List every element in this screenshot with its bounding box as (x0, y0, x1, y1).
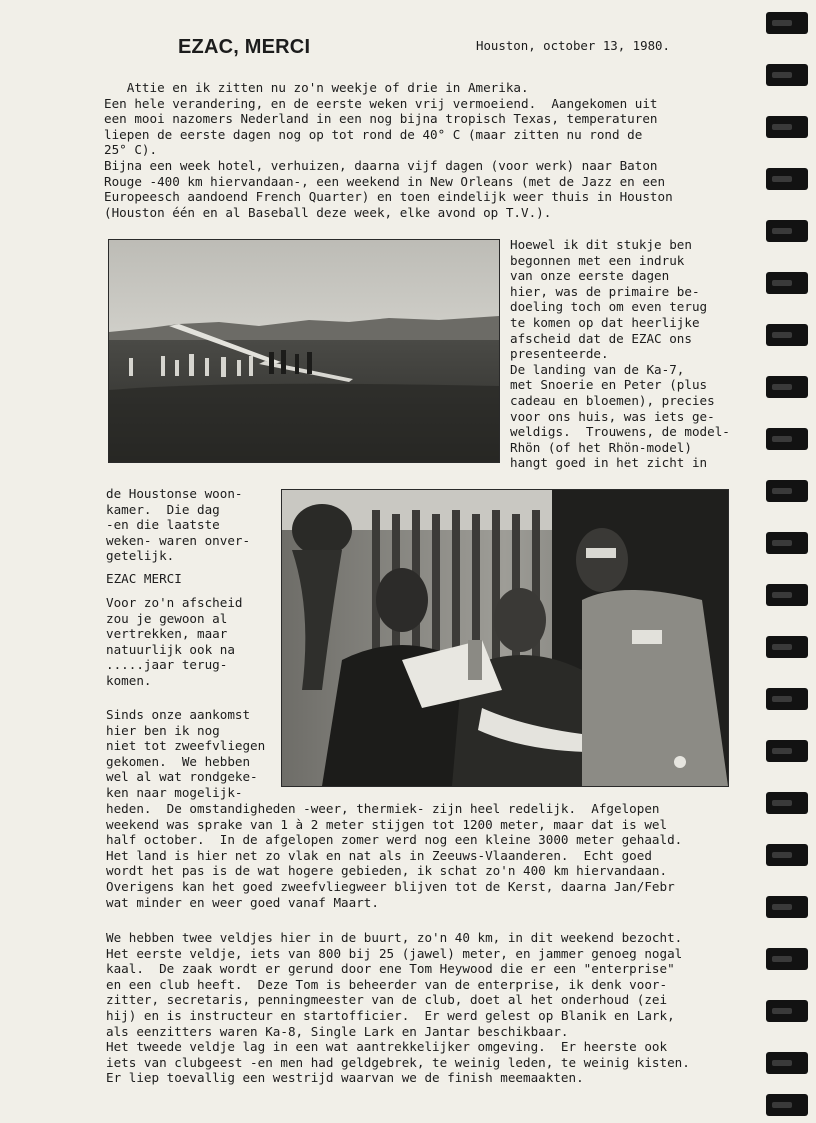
body-paragraph-1: heden. De omstandigheden -weer, thermiek- zijn heel redelijk. Afgelopen weekend was sprake van 1 à 2 meter stijgen tot 1200 meter, maar dat is wel half october. In de afgelopen zomer werd nog een kleine 3000 meter gehaald. Het land is hier net zo vlak en nat als in Zeeuws-Vlaanderen. Echt goed wordt het pas is de wat hogere gebieden, ik schat zo'n 400 km hiervandaan. Overigens kan het goed zweefvliegweer blijven tot de Kerst, daarna Jan/Febr wat minder en weer goed vanaf Maart. (106, 801, 683, 910)
right-column-text: Hoewel ik dit stukje ben begonnen met een indruk van onze eerste dagen hier, was de primaire be- doeling toch om even terug te komen op dat heerlijke afscheid dat de EZAC ons presenteerde. De landing van de Ka-7, met Snoerie en Peter (plus cadeau en bloemen), precies voor ons huis, was iets ge- weldigs. Trouwens, de model- Rhön (of het Rhön-model) hangt goed in het zicht in (510, 237, 730, 471)
farewell-group-photo (281, 489, 729, 787)
left-column-text-1: de Houstonse woon- kamer. Die dag -en die laatste weken- waren onver- getelijk. (106, 486, 251, 564)
body-paragraph-2: We hebben twee veldjes hier in de buurt, zo'n 40 km, in dit weekend bezocht. Het eerste veldje, iets van 800 bij 25 (jawel) meter, en jammer genoeg nogal kaal. De zaak wordt er gerund door ene Tom Heywood die er een "enterprise" en een club heeft. Deze Tom is beheerder van de enterprise, ik denk voor- zitter, secretaris, penningmeester van de club, doet al het onderhoud (zei hij) en is instructeur en startofficier. Er werd gelest op Blanik en Lark, als eenzitters waren Ka-8, Single Lark en Jantar beschikbaar. Het tweede veldje lag in een wat aantrekkelijker omgeving. Er heerste ook iets van clubgeest -en men had geldgebrek, te weinig leden, te weinig kisten. Er liep toevallig een westrijd waarvan we de finish meemaakten. (106, 930, 690, 1086)
left-column-text-2: Voor zo'n afscheid zou je gewoon al vertrekken, maar natuurlijk ook na .....jaar terug- komen. (106, 595, 243, 688)
article-title: EZAC, MERCI (178, 36, 311, 58)
left-column-text-3: Sinds onze aankomst hier ben ik nog niet tot zweefvliegen gekomen. We hebben wel al wat rondgeke- ken naar mogelijk- (106, 707, 266, 800)
section-subheading: EZAC MERCI (106, 571, 182, 586)
spiral-binding (760, 0, 816, 1123)
glider-landing-photo (108, 239, 500, 463)
intro-paragraph: Attie en ik zitten nu zo'n weekje of drie in Amerika. Een hele verandering, en de eerste weken vrij vermoeiend. Aangekomen uit een mooi nazomers Nederland in een nog bijna tropisch Texas, temperaturen liepen de eerste dagen nog op tot rond de 40° C (maar zitten nu rond de 25° C). Bijna een week hotel, verhuizen, daarna vijf dagen (voor werk) naar Baton Rouge -400 km hiervandaan-, een weekend in New Orleans (met de Jazz en een Europeesch aandoend French Quarter) en toen eindelijk weer thuis in Houston (Houston één en al Baseball deze week, elke avond op T.V.). (104, 80, 673, 220)
article-date: Houston, october 13, 1980. (476, 38, 670, 53)
